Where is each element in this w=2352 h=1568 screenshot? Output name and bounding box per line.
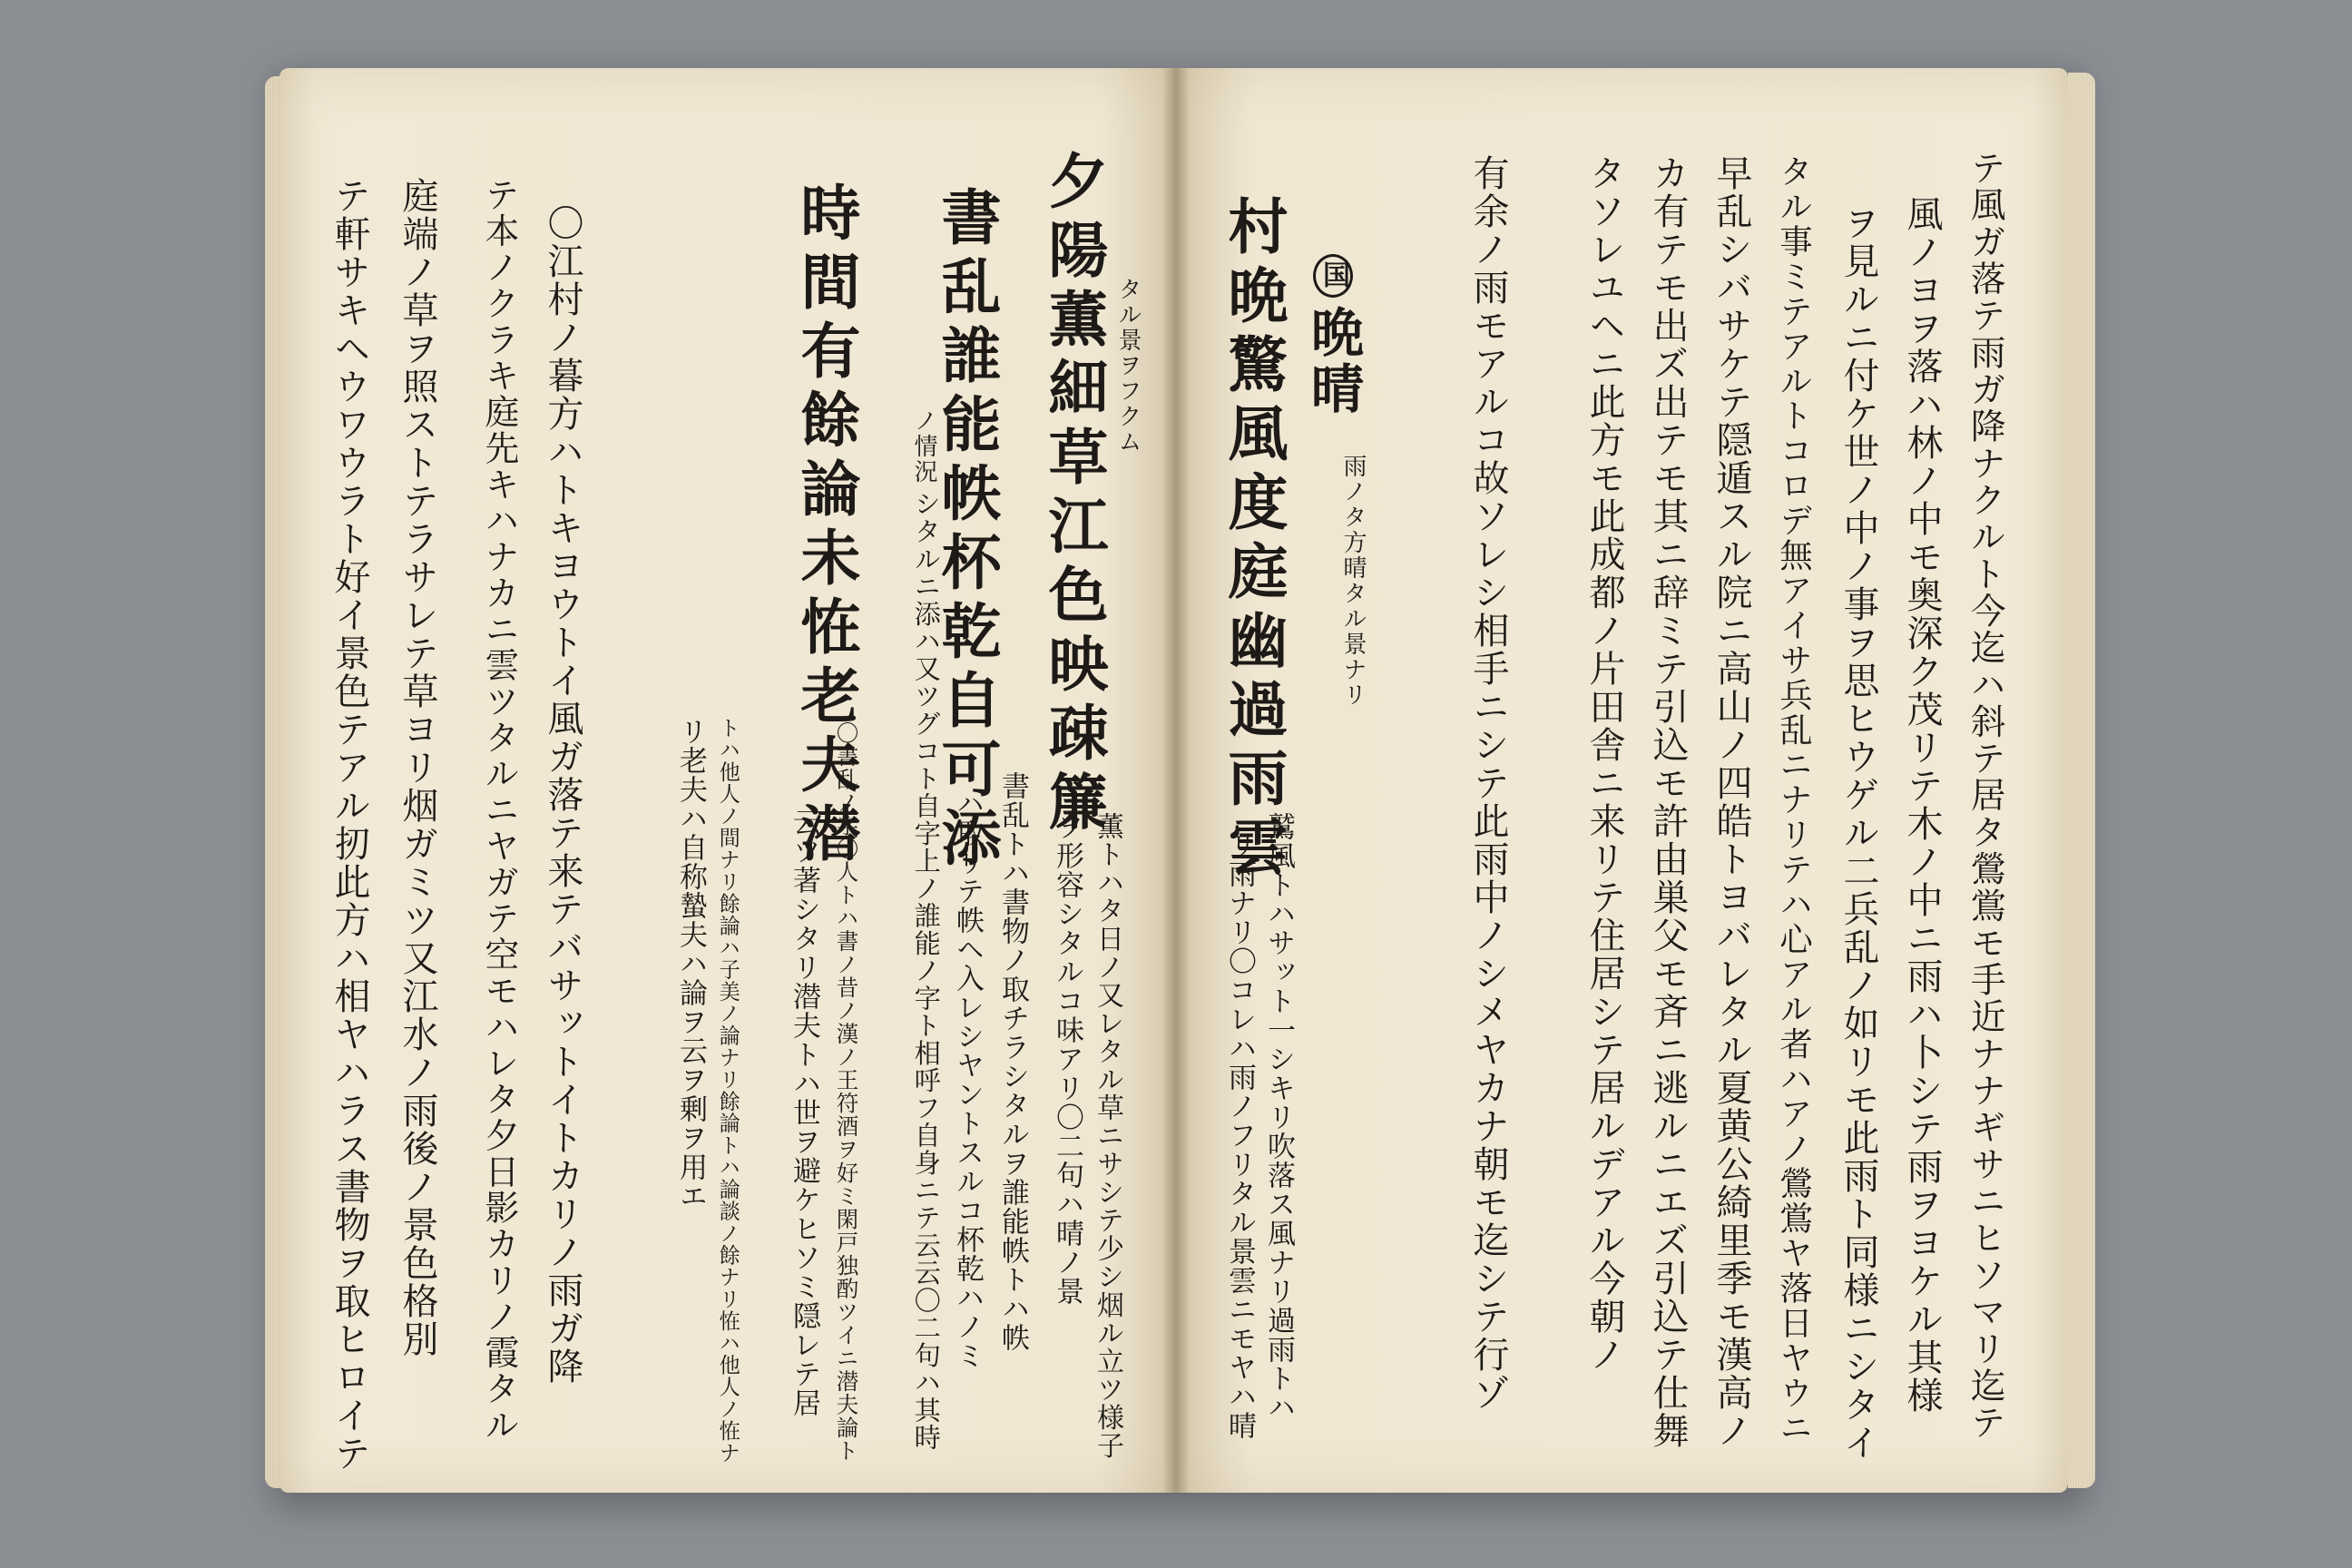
title2-note: ノ情況	[910, 408, 937, 485]
left-annotation-2a: 書乱トハ書物ノ取チラシタルヲ誰能帙トハ帙	[996, 771, 1029, 1352]
left-body-3: 庭端ノ草ヲ照ストテラサレテ草ヨリ烟ガミツ又江水ノ雨後ノ景色格別	[397, 177, 438, 1358]
heading-note: 雨ノタ方晴タル景ナリ	[1339, 454, 1367, 708]
left-annotation-3c: トハ他人ノ間ナリ餘論ハ子美ノ論ナリ餘論トハ論談ノ餘ナリ恠ハ他人ノ恠ナ	[715, 717, 740, 1465]
left-title-verse-1: 夕陽薫細草江色映疎簾	[1038, 150, 1109, 839]
left-annotation-3a: 〇書乱ノ字〇人トハ書ノ昔ノ漢ノ王符酒ヲ好ミ閑戸独酌ツイニ潜夫論ト	[833, 721, 860, 1463]
left-title-verse-3: 時間有餘論未恠老夫潜	[790, 181, 861, 871]
left-body-2: テ本ノクラキ庭先キハナカニ雲ツタルニヤガテ空モハレタ夕日影カリノ霞タル	[478, 177, 519, 1444]
right-heading	[1302, 254, 1364, 417]
right-column-6: カ有テモ出ズ出テモ其ニ辞ミテ引込モ許由巣父モ斉ニ逃ルニエズ引込テ仕舞	[1647, 154, 1689, 1450]
left-annotation-3d: リ老夫ハ自称蟄夫ハ論ヲ云ヲ剰ヲ用エ	[674, 717, 707, 1210]
right-column-4: タル事ミテアルトコロデ無アイサ兵乱ニナリテハ心アル者ハアノ鶯鴬ヤ落日ヤウニ	[1774, 154, 1814, 1446]
heading-text: 晩晴	[1302, 305, 1364, 417]
right-column-2: 風ノヨヲ落ハ林ノ中モ奥深ク茂リテ木ノ中ニ雨ハ卜シテ雨ヲヨケル其様	[1901, 195, 1943, 1415]
right-column-8: 有余ノ雨モアルコ故ソレシ相手ニシテ此雨中ノシメヤカナ朝モ迄シテ行ゾ	[1467, 154, 1509, 1412]
right-column-7: タソレユヘニ此方モ此成都ノ片田舎ニ来リテ住居シテ居ルデアル今朝ノ	[1583, 154, 1625, 1374]
right-annotation-2: リ雨ナリ〇コレハ雨ノフリタル景雲ニモヤハ晴	[1223, 830, 1256, 1440]
left-annotation-2c: シタルニ添ハ又ツグコト自字上ノ誰能ノ字ト相呼フ自身ニテ云云〇二句ハ其時	[910, 490, 942, 1452]
stamp-icon: 国	[1313, 254, 1353, 298]
book-gutter	[1163, 68, 1189, 1493]
left-annotation-3b: 云ツ著シタリ潜夫トハ世ヲ避ケヒソミ隠レテ居	[788, 808, 820, 1417]
right-column-1: テ風ガ落テ雨ガ降ナクルト今迄ハ斜テ居タ鶯鴬モ手近ナナギサニヒソマリ迄テ	[1965, 150, 2006, 1442]
left-title-verse-2: 書乱誰能帙杯乾自可添	[931, 186, 1002, 876]
right-page-edges	[2068, 73, 2095, 1488]
title1-ruby: タル景ヲフクム	[1114, 277, 1142, 455]
left-annotation-2b: ハ取リテ帙ヘ入レシヤントスルコ杯乾ハノミ	[951, 789, 984, 1370]
left-annotation-1a: 薫トハタ日ノ又レタル草ニサシテ少シ烟ル立ツ様子	[1092, 812, 1124, 1460]
right-annotation-1: 鷲風トハサット一シキリ吹落ス風ナリ過雨トハ	[1262, 812, 1295, 1422]
left-body-4: テ軒サキヘウワウラト好イ景色テアル扨此方ハ相ヤハラス書物ヲ取ヒロイテ	[328, 177, 370, 1473]
right-column-5: 早乱シバサケテ隠遁スル院ニ高山ノ四皓トヨバレタル夏黄公綺里季モ漢高ノ	[1710, 154, 1752, 1450]
right-column-3: ヲ見ルニ付ケ世ノ中ノ事ヲ思ヒウゲル二兵乱ノ如リモ此雨ト同様ニシタイ	[1838, 204, 1879, 1462]
right-title-verse: 村晩驚風度庭幽過雨雲	[1218, 195, 1289, 885]
left-annotation-1b: ヲ形容シタルコ味アリ〇二句ハ晴ノ景	[1051, 812, 1083, 1306]
left-body-1: 〇江村ノ暮方ハトキヨウトイ風ガ落テ来テバサットイトカリノ雨ガ降	[542, 204, 583, 1386]
